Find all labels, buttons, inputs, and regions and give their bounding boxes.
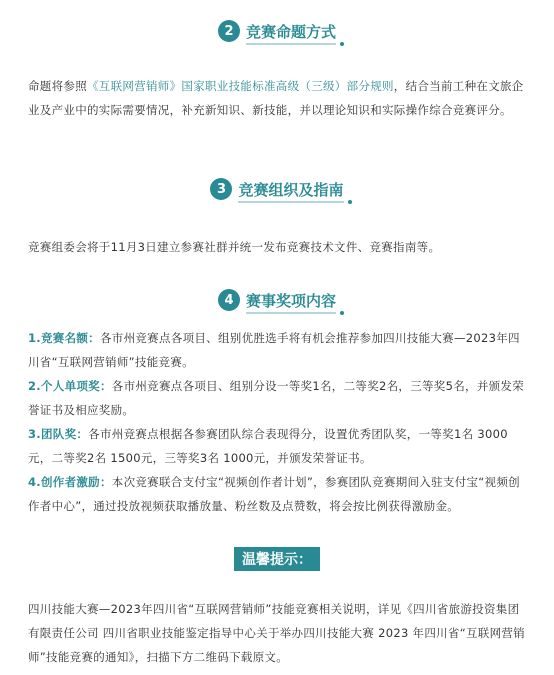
section-number-badge: 2 xyxy=(218,20,240,42)
tip-title: 温馨提示： xyxy=(234,547,320,571)
section-2-heading xyxy=(0,20,554,42)
item-label: 4.创作者激励： xyxy=(28,475,112,489)
section-title-text: 竞赛命题方式 xyxy=(245,22,336,41)
awards-list xyxy=(28,326,528,518)
list-item xyxy=(28,422,528,470)
section-number-badge: 4 xyxy=(218,289,240,311)
list-item xyxy=(28,374,528,422)
paragraph-text: ，结合当前工种在文旅企业及产业中的实际需要情况，补充新知识、新技能，并以理论知识和实际操作综合竞赛评分。 xyxy=(28,79,524,117)
item-text: 各市州竞赛点各项目、组别分设一等奖1名，二等奖2名，三等奖5名，并颁发荣誉证书及相应奖励。 xyxy=(28,379,525,417)
title-dot xyxy=(340,311,344,315)
item-text: 各市州竞赛点根据各参赛团队综合表现得分，设置优秀团队奖，一等奖1名 3000元，二等奖2名 1500元，三等奖3名 1000元，并颁发荣誉证书。 xyxy=(28,427,508,465)
item-label: 1.竞赛名额： xyxy=(28,331,100,345)
list-item xyxy=(28,470,528,518)
section-3-heading xyxy=(0,178,554,200)
paragraph-text: 命题将参照 xyxy=(28,79,87,93)
highlighted-text: 《互联网营销师》国家职业技能标准高级（三级）部分规则 xyxy=(87,79,394,93)
list-item xyxy=(28,326,528,374)
title-underline xyxy=(246,43,336,45)
item-text: 本次竞赛联合支付宝“视频创作者计划”，参赛团队竞赛期间入驻支付宝“视频创作者中心”，通过投放视频获取播放量、粉丝数及点赞数，将会按比例获得激励金。 xyxy=(28,475,520,513)
title-dot xyxy=(348,200,352,204)
title-underline xyxy=(238,201,343,203)
section-4-heading xyxy=(0,289,554,311)
tip-paragraph: 四川技能大赛—2023年四川省“互联网营销师”技能竞赛相关说明，详见《四川省旅游投资集团有限责任公司 四川省职业技能鉴定指导中心关于举办四川技能大赛 2023 年四川省“互联网营销师”技能竞赛的通知》，扫描下方二维码下载原文。 xyxy=(28,602,525,664)
section-title xyxy=(238,179,343,200)
item-label: 3.团队奖： xyxy=(28,427,89,441)
section-2-paragraph xyxy=(28,74,528,122)
title-dot xyxy=(340,42,344,46)
tip-heading xyxy=(0,547,554,571)
section-title xyxy=(246,290,336,311)
section-number-badge: 3 xyxy=(210,178,232,200)
section-title xyxy=(246,21,336,42)
section-title-text: 竞赛组织及指南 xyxy=(238,180,344,199)
section-3-paragraph: 竞赛组委会将于11月3日建立参赛社群并统一发布竞赛技术文件、竞赛指南等。 xyxy=(28,240,441,254)
item-text: 各市州竞赛点各项目、组别优胜选手将有机会推荐参加四川技能大赛—2023年四川省“互联网营销师”技能竞赛。 xyxy=(28,331,520,369)
title-underline xyxy=(246,312,336,314)
item-label: 2.个人单项奖： xyxy=(28,379,112,393)
section-title-text: 赛事奖项内容 xyxy=(245,291,336,310)
